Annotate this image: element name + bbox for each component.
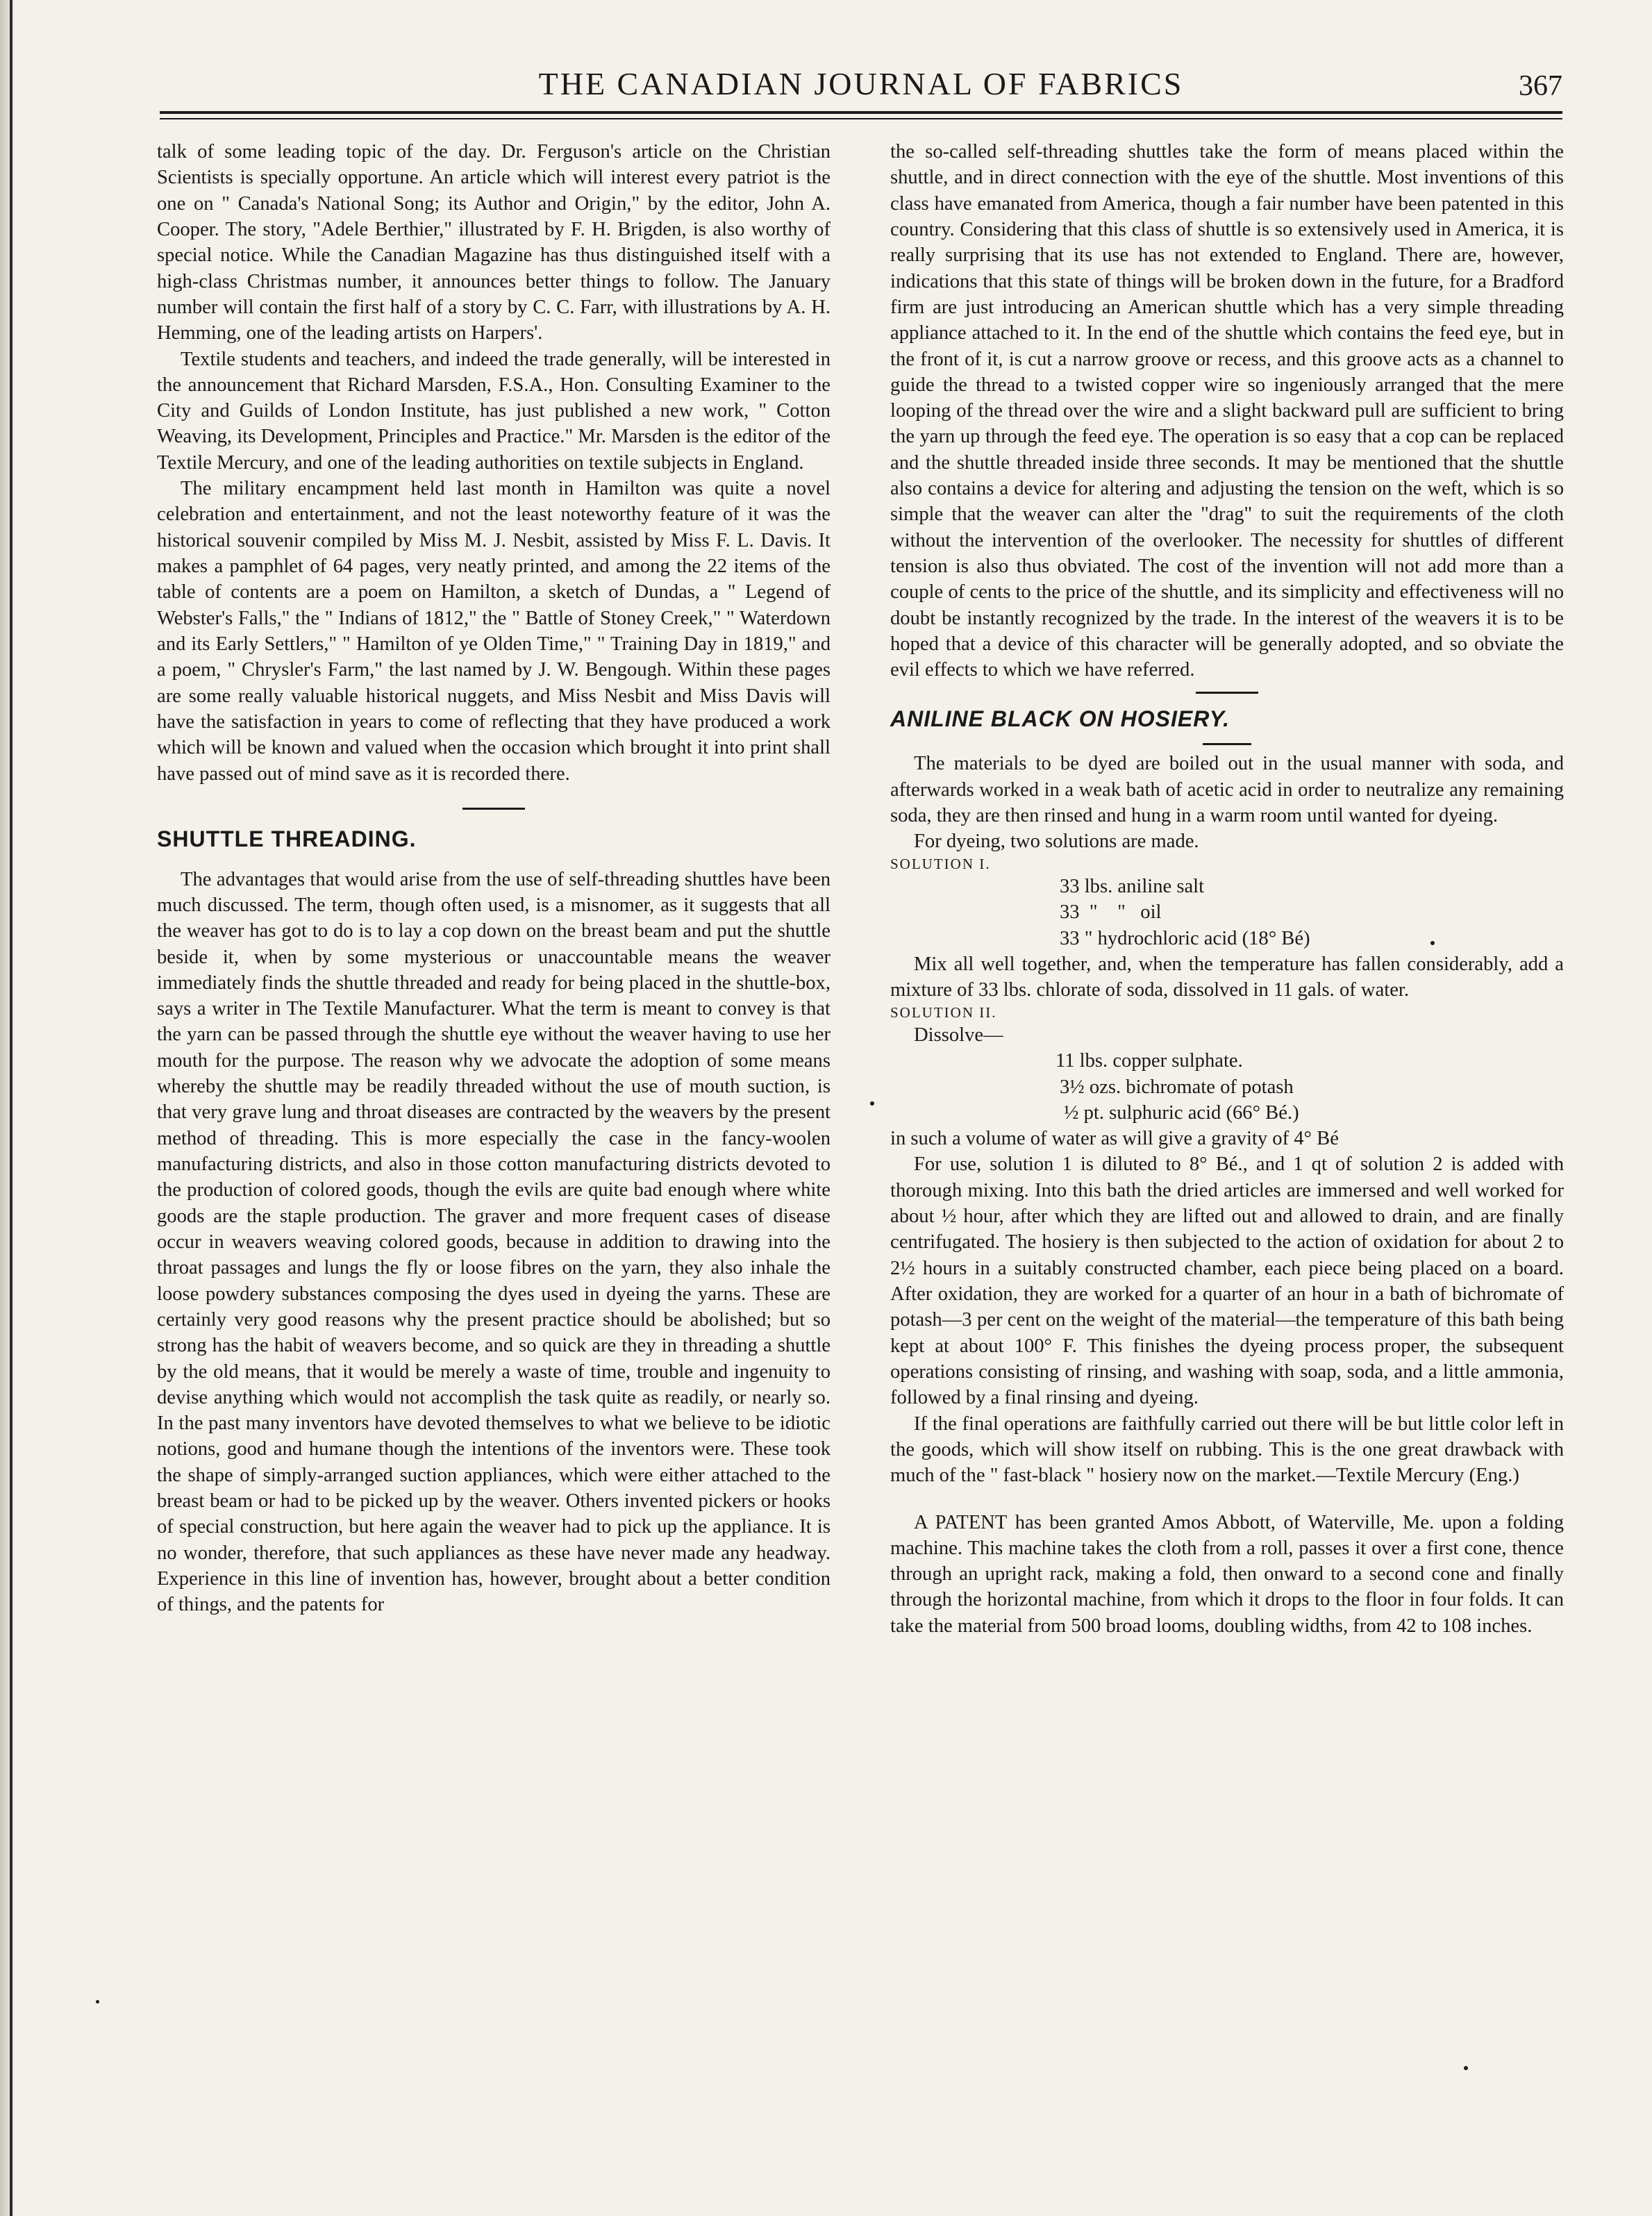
solution-2-label: SOLUTION II. <box>890 1003 997 1021</box>
section-divider <box>1196 692 1258 694</box>
section-divider <box>462 808 525 810</box>
paragraph-patent <box>890 1510 1564 1640</box>
recipe-line: 11 lbs. copper sulphate. <box>1056 1050 1243 1072</box>
right-column <box>890 139 1564 1639</box>
solution-2-recipe <box>1056 1048 1564 1126</box>
paragraph-two-solutions: For dyeing, two solutions are made. <box>914 831 1199 853</box>
paragraph-mix-all: Mix all well together, and, when the temperature has fallen considerably, add a mixture of 33 lbs. chlorate of soda, dissolved in 11 gals. of water. <box>890 953 1564 1001</box>
page-header <box>160 65 1562 114</box>
heading-aniline-black: ANILINE BLACK ON HOSIERY. <box>890 706 1230 731</box>
heading-underline <box>1203 743 1251 745</box>
recipe-line: 3½ ozs. bichromate of potash <box>1060 1076 1294 1098</box>
print-speck <box>1464 2066 1468 2070</box>
paragraph-hamilton-souvenir: The military encampment held last month in Hamilton was quite a novel celebration and entertainment, and not the least noteworthy feature of it was the historical souvenir compiled by Miss M. J. Nesbit, assisted by Miss F. L. Davis. It makes a pamphlet of 64 pages, very neatly printed, and among the 22 items of the table of contents are a poem on Hamilton, a sketch of Dundas, a " Legend of Webster's Falls," the " Indians of 1812," the " Battle of Stoney Creek," " Waterdown and its Early Settlers," " Hamilton of ye Olden Time," " Training Day in 1819," and a poem, " Chrysler's Farm," the last named by J. W. Bengough. Within these pages are some really valuable historical nuggets, and Miss Nesbit and Miss Davis will have the satisfaction in years to come of reflecting that they have produced a work which will be known and valued when the occasion which brought it into print shall have passed out of mind save as it is recorded there. <box>157 478 831 785</box>
paragraph-final-operations: If the final operations are faithfully carried out there will be but little color left in the goods, which will show itself on rubbing. This is the one great drawback with much of the " fast-black " hosiery now on the market.—Textile Mercury (Eng.) <box>890 1413 1564 1487</box>
paragraph-shuttle-continued: the so-called self-threading shuttles take the form of means placed within the shuttle, and in direct connection with the eye of the shuttle. Most inventions of this class have emanated from America, though a fair number have been patented in this country. Considering that this class of shuttle is so extensively used in America, it is really surprising that its use has not extended to England. There are, however, indications that this state of things will be broken down in the future, for a Bradford firm are just introducing an American shuttle which has a very simple threading appliance attached to it. In the end of the shuttle which contains the feed eye, but in the front of it, is cut a narrow groove or recess, and this groove acts as a channel to guide the thread to a twisted copper wire so ingeniously arranged that the mere looping of the thread over the wire and a slight backward pull are sufficient to bring the yarn up through the feed eye. The operation is so easy that a cop can be replaced and the shuttle threaded inside three seconds. It may be mentioned that the shuttle also contains a device for altering and adjusting the tension on the weft, which is so simple that the weaver can alter the "drag" to suit the requirements of the cloth without the intervention of the overlooker. The necessity for shuttles of different tension is also thus obviated. The cost of the invention will not add more than a couple of cents to the price of the shuttle, and its simplicity and effectiveness will no doubt be instantly recognized by the trade. In the interest of the weavers it is to be hoped that a device of this character will be generally adopted, and so obviate the evil effects to which we have referred. <box>890 141 1564 681</box>
paragraph-marsden: Textile students and teachers, and indeed the trade generally, will be interested in the announcement that Richard Marsden, F.S.A., Hon. Consulting Examiner to the City and Guilds of London Institute, has just published a new work, " Cotton Weaving, its Development, Principles and Practice." Mr. Marsden is the editor of the Textile Mercury, and one of the leading authorities on textile subjects in England. <box>157 348 831 474</box>
binding-line <box>10 0 12 2216</box>
paragraph-for-use: For use, solution 1 is diluted to 8° Bé., and 1 qt of solution 2 is added with thorough mixing. Into this bath the dried articles are immersed and well worked for about ½ hour, after which they are lifted out and allowed to drain, and are finally centrifugated. The hosiery is then subjected to the action of oxidation for about 2 to 2½ hours in a suitably constructed chamber, each piece being placed on a board. After oxidation, they are worked for a quarter of an hour in a bath of bichromate of potash—3 per cent on the weight of the material—the temperature of this bath being kept at about 100° F. This finishes the dyeing process proper, the subsequent operations consisting of rinsing, and washing with soap, soda, and a little ammonia, followed by a final rinsing and dyeing. <box>890 1153 1564 1409</box>
paragraph-shuttle-threading: The advantages that would arise from the use of self-threading shuttles have been much discussed. The term, though often used, is a misnomer, as it suggests that all the weaver has got to do is to lay a cop down on the breast beam and put the shuttle beside it, when by some mysterious or unaccountable means the weaver immediately finds the shuttle threaded and ready for being placed in the shuttle-box, says a writer in The Textile Manufacturer. What the term is meant to convey is that the yarn can be passed through the shuttle eye without the weaver having to use her mouth for the purpose. The reason why we advocate the adoption of some means whereby the shuttle may be readily threaded without the use of mouth suction, is that very grave lung and throat diseases are contracted by the weavers by the present method of threading. This is more especially the case in the fancy-woolen manufacturing districts, and also in those cotton manufacturing districts devoted to the production of colored goods, though the evils are quite bad enough where white goods are the staple production. The graver and more frequent cases of disease occur in weavers weaving colored goods, because in addition to drawing into the throat passages and lungs the fly or loose fibres on the yarn, they also inhale the loose powdery substances composing the dyes used in dyeing the yarns. These are certainly very good reasons why the present practice should be abolished; but so strong has the habit of weavers become, and so quick are they in threading a shuttle by the old means, that it would be merely a waste of time, trouble and ingenuity to devise anything which would not accomplish the task quite as readily, or nearly so. In the past many inventors have devoted themselves to what we believe to be idiotic notions, good and humane though the intentions of the inventors were. These took the shape of simply-arranged suction appliances, which were either attached to the breast beam or had to be picked up by the weaver. Others invented pickers or hooks of special construction, but here again the weaver had to pick up the appliance. It is no wonder, therefore, that such appliances as these have never made any headway. Experience in this line of invention has, however, brought about a better condition of things, and the patents for <box>157 868 831 1616</box>
header-rule-thin <box>160 118 1562 119</box>
journal-title: THE CANADIAN JOURNAL OF FABRICS <box>538 66 1184 101</box>
spacer <box>890 1489 1564 1510</box>
heading-shuttle-threading: SHUTTLE THREADING. <box>157 826 417 851</box>
recipe-line: 33 " hydrochloric acid (18° Bé) <box>1060 927 1310 949</box>
recipe-line: 33 " " oil <box>1060 901 1162 924</box>
page-number: 367 <box>1519 70 1562 102</box>
paragraph-gravity: in such a volume of water as will give a gravity of 4° Bé <box>890 1128 1339 1150</box>
solution-1-label: SOLUTION I. <box>890 855 991 872</box>
left-column <box>157 139 831 1618</box>
print-speck <box>870 1101 874 1106</box>
patent-lead: A PATENT <box>914 1511 1008 1533</box>
page-binding-edge <box>0 0 15 2216</box>
print-speck <box>1430 941 1435 945</box>
paragraph-magazine-review: talk of some leading topic of the day. Dr. Ferguson's article on the Christian Scientists is specially opportune. An article which will interest every patriot is the one on " Canada's National Song; its Author and Origin," by the editor, John A. Cooper. The story, "Adele Berthier," illustrated by F. H. Brigden, is also worthy of special notice. While the Canadian Magazine has thus distinguished itself with a high-class Christmas number, it announces better things to follow. The January number will contain the first half of a story by C. C. Farr, with illustrations by A. H. Hemming, one of the leading artists on Harpers'. <box>157 141 831 344</box>
paragraph-aniline-materials: The materials to be dyed are boiled out in the usual manner with soda, and afterwards worked in a weak bath of acetic acid in order to neutralize any remaining soda, they are then rinsed and hung in a warm room until wanted for dyeing. <box>890 753 1564 826</box>
print-speck <box>96 2000 99 2003</box>
patent-body: has been granted Amos Abbott, of Waterville, Me. upon a folding machine. This machine takes the cloth from a roll, passes it over a first cone, thence through an upright rack, making a fold, then onward to a second cone and finally through the horizontal machine, from which it drops to the floor in four folds. It can take the material from 500 broad looms, doubling widths, from 42 to 108 inches. <box>890 1511 1564 1637</box>
recipe-line: 33 lbs. aniline salt <box>1060 875 1205 897</box>
recipe-line: ½ pt. sulphuric acid (66° Bé.) <box>1064 1101 1299 1124</box>
dissolve-label: Dissolve— <box>914 1024 1003 1046</box>
header-rule <box>160 111 1562 114</box>
solution-1-recipe <box>1060 874 1564 951</box>
